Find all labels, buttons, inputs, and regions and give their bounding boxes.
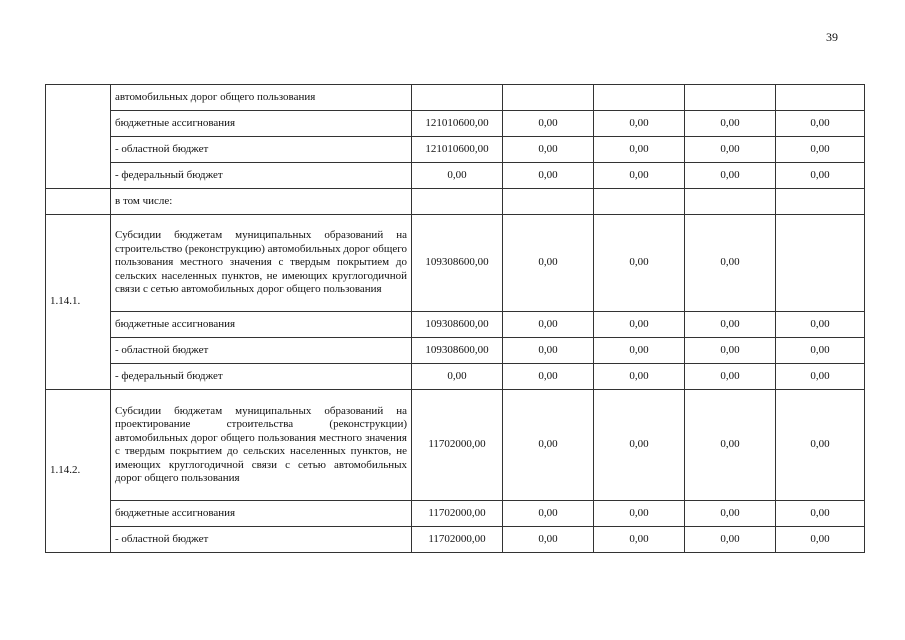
value-cell: 0,00 <box>685 501 776 527</box>
row-description: - федеральный бюджет <box>111 163 412 189</box>
value-cell: 0,00 <box>776 364 865 390</box>
value-cell: 0,00 <box>412 364 503 390</box>
row-number-cell <box>46 189 111 215</box>
value-cell: 0,00 <box>594 137 685 163</box>
value-cell: 11702000,00 <box>412 390 503 501</box>
value-cell: 0,00 <box>685 312 776 338</box>
row-description: - федеральный бюджет <box>111 364 412 390</box>
value-cell: 0,00 <box>503 312 594 338</box>
table-row <box>46 163 865 189</box>
value-cell: 0,00 <box>776 390 865 501</box>
value-cell: 0,00 <box>594 111 685 137</box>
value-cell <box>685 85 776 111</box>
value-cell: 0,00 <box>776 501 865 527</box>
row-description: бюджетные ассигнования <box>111 111 412 137</box>
table-row <box>46 501 865 527</box>
row-description: - областной бюджет <box>111 527 412 553</box>
value-cell: 0,00 <box>503 338 594 364</box>
table-row <box>46 189 865 215</box>
value-cell <box>412 189 503 215</box>
value-cell: 0,00 <box>776 163 865 189</box>
table-row <box>46 215 865 312</box>
row-description: Субсидии бюджетам муниципальных образований на строительство (реконструкцию) автомобильных дорог общего пользования местного значения с твердым покрытием до сельских населенных пунктов, не имеющих круглогодичной связи с сетью автомобильных дорог общего пользования <box>111 215 412 312</box>
value-cell: 121010600,00 <box>412 111 503 137</box>
row-number-cell <box>46 85 111 189</box>
value-cell <box>776 215 865 312</box>
row-number-cell: 1.14.2. <box>46 390 111 553</box>
table-row <box>46 137 865 163</box>
value-cell: 0,00 <box>594 501 685 527</box>
value-cell: 109308600,00 <box>412 338 503 364</box>
value-cell: 0,00 <box>503 501 594 527</box>
value-cell <box>594 85 685 111</box>
value-cell <box>685 189 776 215</box>
row-description: бюджетные ассигнования <box>111 312 412 338</box>
value-cell: 0,00 <box>776 312 865 338</box>
value-cell <box>776 189 865 215</box>
row-description: - областной бюджет <box>111 137 412 163</box>
row-description: бюджетные ассигнования <box>111 501 412 527</box>
value-cell <box>776 85 865 111</box>
table-row <box>46 390 865 501</box>
table-row <box>46 312 865 338</box>
value-cell: 0,00 <box>412 163 503 189</box>
value-cell: 0,00 <box>503 111 594 137</box>
value-cell: 0,00 <box>685 390 776 501</box>
value-cell: 0,00 <box>594 527 685 553</box>
value-cell: 0,00 <box>776 338 865 364</box>
value-cell: 109308600,00 <box>412 312 503 338</box>
value-cell: 0,00 <box>776 527 865 553</box>
value-cell <box>594 189 685 215</box>
value-cell: 0,00 <box>685 215 776 312</box>
value-cell: 0,00 <box>594 338 685 364</box>
value-cell: 0,00 <box>685 163 776 189</box>
value-cell: 0,00 <box>503 137 594 163</box>
value-cell: 121010600,00 <box>412 137 503 163</box>
budget-table <box>45 84 865 553</box>
table-row <box>46 111 865 137</box>
value-cell: 0,00 <box>594 215 685 312</box>
value-cell: 0,00 <box>594 364 685 390</box>
table-row <box>46 85 865 111</box>
value-cell: 0,00 <box>594 312 685 338</box>
value-cell: 0,00 <box>503 215 594 312</box>
table-row <box>46 364 865 390</box>
row-description: - областной бюджет <box>111 338 412 364</box>
value-cell: 109308600,00 <box>412 215 503 312</box>
row-description: автомобильных дорог общего пользования <box>111 85 412 111</box>
row-description: Субсидии бюджетам муниципальных образований на проектирование строительства (реконструкции) автомобильных дорог общего пользования местного значения с твердым покрытием до сельских населенных пунктов, не имеющих круглогодичной связи с сетью автомобильных дорог общего пользования <box>111 390 412 501</box>
value-cell: 0,00 <box>685 364 776 390</box>
value-cell: 0,00 <box>594 163 685 189</box>
value-cell: 0,00 <box>776 111 865 137</box>
value-cell: 0,00 <box>503 527 594 553</box>
value-cell: 0,00 <box>503 364 594 390</box>
value-cell: 0,00 <box>685 111 776 137</box>
row-description: в том числе: <box>111 189 412 215</box>
value-cell <box>503 85 594 111</box>
row-number-cell: 1.14.1. <box>46 215 111 390</box>
value-cell: 0,00 <box>503 390 594 501</box>
value-cell <box>503 189 594 215</box>
value-cell: 0,00 <box>503 163 594 189</box>
value-cell <box>412 85 503 111</box>
value-cell: 0,00 <box>594 390 685 501</box>
value-cell: 11702000,00 <box>412 501 503 527</box>
page-number: 39 <box>826 30 838 44</box>
table-row <box>46 527 865 553</box>
value-cell: 0,00 <box>776 137 865 163</box>
table-row <box>46 338 865 364</box>
value-cell: 0,00 <box>685 137 776 163</box>
value-cell: 11702000,00 <box>412 527 503 553</box>
value-cell: 0,00 <box>685 338 776 364</box>
value-cell: 0,00 <box>685 527 776 553</box>
